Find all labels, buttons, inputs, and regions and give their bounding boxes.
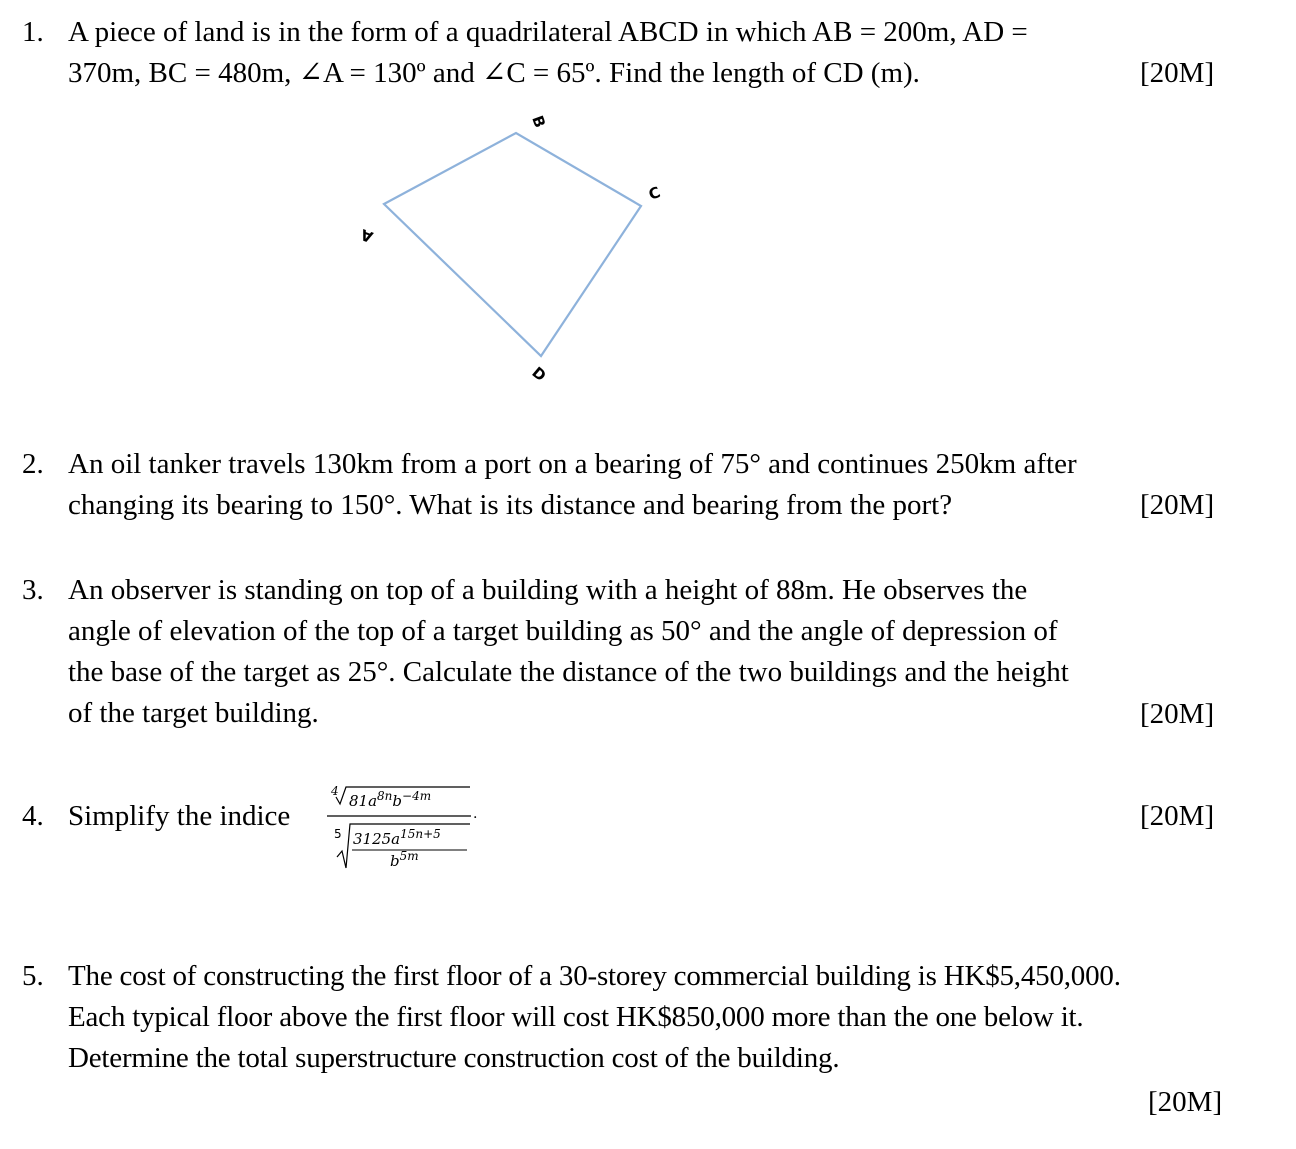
numerator-base: 81a [349,792,378,810]
question-line: changing its bearing to 150°. What is its distance and bearing from the port? [68,489,953,521]
marks-label: [20M] [1140,57,1215,89]
question-number: 1. [22,16,44,48]
question-text [68,956,1121,1079]
numerator-root-index: 4 [331,784,339,798]
question-line: Determine the total superstructure construction cost of the building. [68,1042,840,1074]
question-line: of the target building. [68,697,319,729]
question-line: The cost of constructing the first floor of a 30-storey commercial building is HK$5,450,000. [68,960,1121,992]
question-number: 2. [22,448,44,480]
vertex-label-b: B [528,113,550,131]
question-line: 370m, BC = 480m, ∠A = 130º and ∠C = 65º. Find the length of CD (m). [68,57,920,89]
question-line: A piece of land is in the form of a quadrilateral ABCD in which AB = 200m, AD = [68,16,1028,48]
trailing-period: . [473,806,478,822]
question-line: angle of elevation of the top of a target building as 50° and the angle of depression of [68,615,1058,647]
marks-label: [20M] [1140,489,1215,521]
numerator-b: b [392,792,403,810]
denominator-root-index: 5 [334,827,342,841]
denominator-top-exp: 15n+5 [400,827,441,841]
question-number: 5. [22,960,44,992]
denominator-bottom [390,849,419,870]
denominator-top-base: 3125a [353,830,401,848]
marks-label: [20M] [1140,800,1215,832]
question-number: 4. [22,800,44,832]
question-line: An oil tanker travels 130km from a port on a bearing of 75° and continues 250km after [68,448,1077,480]
vertex-label-a: A [358,225,376,247]
denominator-top [353,827,441,848]
vertex-label-c: C [646,183,663,204]
denominator-bottom-base: b [390,852,400,870]
numerator-exp-b: −4m [402,789,432,803]
marks-label: [20M] [1148,1086,1223,1118]
numerator-expression [349,789,431,810]
marks-label: [20M] [1140,698,1215,730]
question-line: Each typical floor above the first floor will cost HK$850,000 more than the one below it. [68,1001,1084,1033]
question-line: the base of the target as 25°. Calculate the distance of the two buildings and the height [68,656,1069,688]
numerator-exp-a: 8n [377,789,393,803]
denominator-bottom-exp: 5m [399,849,419,863]
question-number: 3. [22,574,44,606]
question-line: Simplify the indice [68,800,291,832]
question-5 [0,956,1296,1126]
question-line: An observer is standing on top of a building with a height of 88m. He observes the [68,574,1028,606]
vertex-label-d: D [528,363,550,386]
